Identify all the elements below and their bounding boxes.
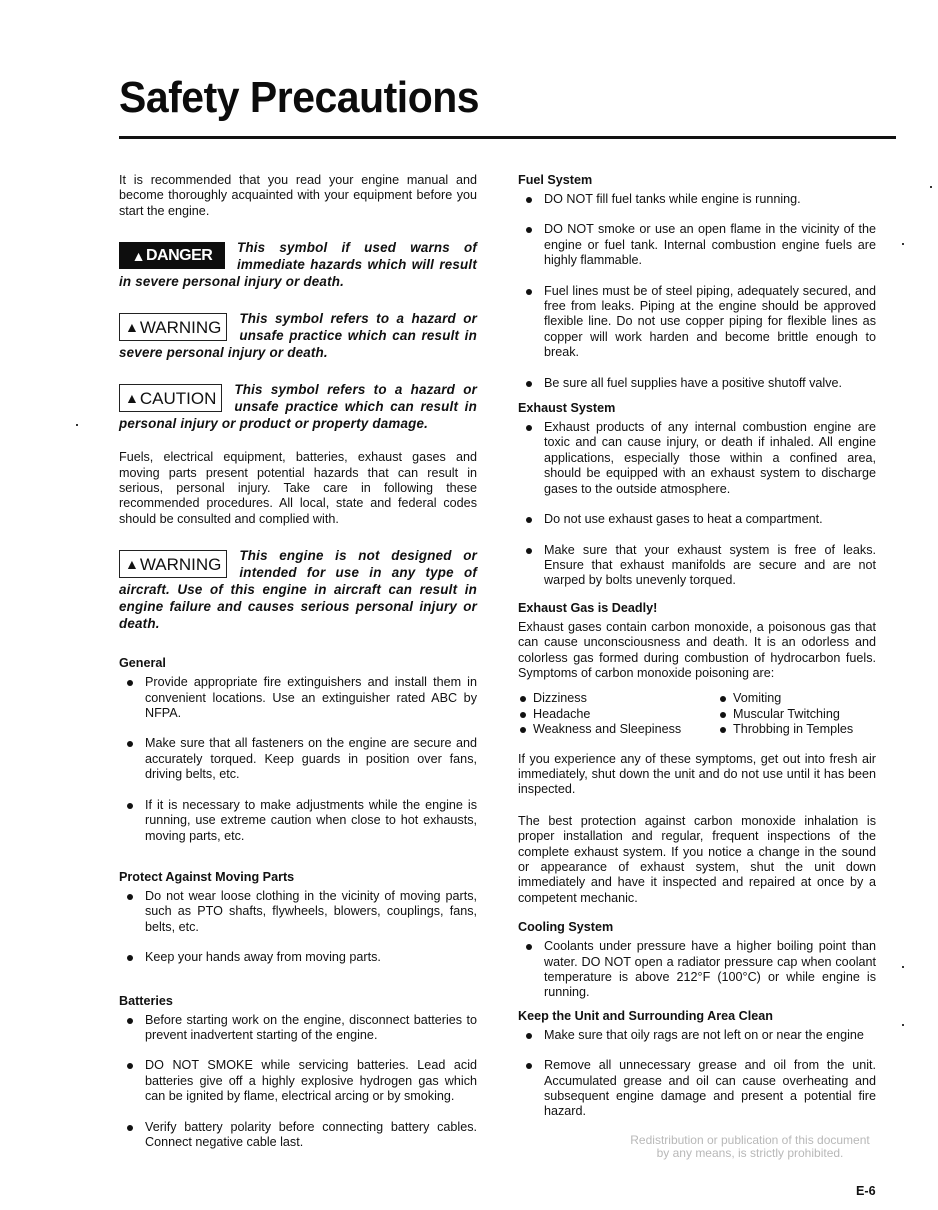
bullet-icon (127, 803, 133, 809)
symptom-text: Muscular Twitching (733, 706, 840, 721)
intro-paragraph: It is recommended that you read your engine manual and become thoroughly acquainted with your equipment before you start the engine. (119, 173, 477, 218)
list-item-text: Make sure that oily rags are not left on or near the engine (544, 1027, 864, 1042)
warning-label (119, 313, 227, 341)
bullet-icon (127, 1125, 133, 1131)
warning-notice (119, 310, 477, 361)
bullet-icon (526, 548, 532, 554)
bullet-icon (127, 741, 133, 747)
bullet-icon (127, 894, 133, 900)
general-list (119, 675, 477, 844)
left-column (119, 173, 477, 1150)
list-item-text: DO NOT SMOKE while servicing batteries. Lead acid batteries give off a highly explosive hydrogen gas which can be ignited by flame, electrical arcing or by smoking. (145, 1058, 477, 1104)
exhaust-system-list (518, 420, 876, 589)
title-rule (119, 136, 896, 139)
symptom-item (718, 707, 876, 722)
warning-triangle-icon: ▲ (131, 247, 145, 264)
list-item-text: If it is necessary to make adjustments while the engine is running, use extreme caution when close to hot exhausts, moving parts, etc. (145, 797, 477, 843)
aircraft-warning-label-text: WARNING (139, 554, 222, 574)
section-heading-general: General (119, 656, 166, 671)
watermark-line: Redistribution or publication of this document (630, 1133, 870, 1147)
section-heading-exhaust-gas: Exhaust Gas is Deadly! (518, 600, 658, 615)
bullet-icon (720, 696, 726, 702)
list-item-text: Exhaust products of any internal combustion engine are toxic and can cause injury, or death if inhaled. All engine applications, especially those within a confined area, should be equipped with an exhaust system to discharge gases to the outside atmosphere. (544, 420, 876, 496)
bullet-icon (526, 425, 532, 431)
list-item (518, 420, 876, 497)
list-item (119, 1058, 477, 1104)
warning-notice-text: This symbol refers to a hazard or unsafe practice which can result in severe personal injury or death. (119, 311, 477, 361)
list-item-text: Before starting work on the engine, disconnect batteries to prevent inadvertent starting of the engine. (145, 1012, 477, 1042)
list-item (119, 1013, 477, 1044)
list-item (119, 798, 477, 844)
symptom-item (518, 707, 718, 722)
list-item-text: DO NOT smoke or use an open flame in the vicinity of the engine or fuel tank. Internal combustion engine fuels are highly flammable. (544, 222, 876, 268)
watermark-line: by any means, is strictly prohibited. (656, 1146, 844, 1160)
aircraft-warning-text: This engine is not designed or intended for use in any type of aircraft. Use of this engine in aircraft can result in engine failure and causes serious personal injury or death. (119, 548, 477, 632)
symptom-text: Dizziness (533, 691, 587, 706)
aircraft-warning-label (119, 550, 227, 578)
caution-label-text: CAUTION (139, 388, 217, 408)
scan-speck (902, 966, 904, 968)
aircraft-warning-notice (119, 547, 477, 632)
list-item-text: Do not wear loose clothing in the vicinity of moving parts, such as PTO shafts, flywheels, blowers, couplings, fans, belts, etc. (145, 888, 477, 934)
bullet-icon (526, 381, 532, 387)
scan-speck (902, 1024, 904, 1026)
bullet-icon (526, 289, 532, 295)
list-item (119, 736, 477, 782)
bullet-icon (526, 197, 532, 203)
list-item (518, 376, 876, 391)
list-item (518, 1028, 876, 1043)
caution-notice (119, 381, 477, 432)
list-item (119, 675, 477, 721)
list-item-text: Fuel lines must be of steel piping, adequately secured, and free from leaks. Piping at the engine should be approved flexible line. Do not use copper piping for flexible lines as copper will work harden and become brittle enough to break. (544, 283, 876, 360)
fuel-system-list (518, 192, 876, 391)
bullet-icon (526, 1033, 532, 1039)
bullet-icon (127, 955, 133, 961)
warning-label-text: WARNING (139, 317, 222, 337)
page-number: E-6 (856, 1184, 876, 1198)
symptoms-advice: If you experience any of these symptoms, get out into fresh air immediately, shut down the unit and do not use until it has been inspected. (518, 751, 876, 797)
list-item (518, 1058, 876, 1120)
section-heading-fuel-system: Fuel System (518, 173, 593, 187)
moving-parts-list (119, 889, 477, 966)
list-item-text: Be sure all fuel supplies have a positive shutoff valve. (544, 375, 842, 390)
list-item (119, 1120, 477, 1151)
caution-label (119, 384, 222, 412)
exhaust-gas-intro: Exhaust gases contain carbon monoxide, a poisonous gas that can cause unconsciousness and death. It is an odorless and colorless gas formed during combustion of hydrocarbon fuels. Symptoms of carbon monoxide poisoning are: (518, 619, 876, 680)
bullet-icon (526, 1063, 532, 1069)
list-item-text: Verify battery polarity before connecting battery cables. Connect negative cable last. (145, 1119, 477, 1149)
scan-speck (902, 243, 904, 245)
list-item-text: Keep your hands away from moving parts. (145, 950, 381, 965)
batteries-list (119, 1013, 477, 1151)
page-title: Safety Precautions (119, 73, 480, 122)
scan-speck (76, 424, 78, 426)
section-heading-moving-parts: Protect Against Moving Parts (119, 869, 295, 884)
hazards-paragraph: Fuels, electrical equipment, batteries, exhaust gases and moving parts present potential hazards that can result in serious, personal injury. Take care in following these recommended procedures. All local, state and federal codes should be consulted and complied with. (119, 450, 477, 526)
list-item (518, 939, 876, 1001)
list-item (518, 543, 876, 589)
section-heading-exhaust-system: Exhaust System (518, 401, 616, 416)
danger-notice-text: This symbol if used warns of immediate hazards which will result in severe personal injury or death. (119, 240, 477, 290)
section-heading-batteries: Batteries (119, 993, 173, 1008)
symptom-item (718, 722, 876, 737)
symptoms-list (518, 691, 876, 737)
bullet-icon (720, 712, 726, 718)
scan-speck (930, 186, 932, 188)
section-heading-cooling-system: Cooling System (518, 920, 614, 935)
list-item (119, 950, 477, 965)
bullet-icon (720, 727, 726, 733)
list-item-text: Make sure that all fasteners on the engine are secure and accurately torqued. Keep guards in position over fans, driving belts, etc. (145, 736, 477, 782)
list-item (518, 512, 876, 527)
bullet-icon (520, 727, 526, 733)
list-item-text: Remove all unnecessary grease and oil from the unit. Accumulated grease and oil can cause overheating and subsequent engine damage and present a potential fire hazard. (544, 1058, 876, 1119)
list-item-text: Do not use exhaust gases to heat a compartment. (544, 512, 823, 527)
list-item (518, 284, 876, 361)
caution-notice-text: This symbol refers to a hazard or unsafe practice which can result in personal injury or product or property damage. (119, 382, 477, 432)
bullet-icon (526, 944, 532, 950)
right-column (518, 173, 876, 1120)
list-item-text: DO NOT fill fuel tanks while engine is running. (544, 192, 801, 206)
bullet-icon (520, 696, 526, 702)
warning-triangle-icon: ▲ (125, 319, 139, 336)
warning-triangle-icon: ▲ (125, 556, 139, 573)
danger-label-text: DANGER (146, 246, 213, 264)
symptom-text: Vomiting (733, 691, 782, 706)
bullet-icon (127, 1018, 133, 1024)
bullet-icon (127, 1063, 133, 1069)
keep-clean-list (518, 1028, 876, 1120)
danger-notice (119, 239, 477, 290)
symptom-text: Throbbing in Temples (733, 722, 854, 737)
bullet-icon (526, 227, 532, 233)
list-item-text: Make sure that your exhaust system is free of leaks. Ensure that exhaust manifolds are secure and are not warped by bolts unevenly torqued. (544, 542, 876, 588)
symptom-text: Weakness and Sleepiness (533, 722, 682, 737)
list-item (119, 889, 477, 935)
section-heading-keep-clean: Keep the Unit and Surrounding Area Clean (518, 1008, 773, 1023)
list-item-text: Provide appropriate fire extinguishers and install them in convenient locations. Use an extinguisher rated ABC by NFPA. (145, 675, 477, 721)
list-item (518, 222, 876, 268)
symptom-text: Headache (533, 706, 591, 721)
warning-triangle-icon: ▲ (125, 390, 139, 407)
bullet-icon (520, 712, 526, 718)
list-item-text: Coolants under pressure have a higher boiling point than water. DO NOT open a radiator pressure cap when coolant temperature is above 212°F (100°C) or while engine is running. (544, 939, 876, 1000)
list-item (518, 192, 876, 207)
bullet-icon (526, 517, 532, 523)
danger-label (119, 242, 225, 269)
symptom-item (518, 691, 718, 706)
watermark (610, 1134, 890, 1160)
cooling-system-list (518, 939, 876, 1001)
symptom-item (718, 691, 876, 706)
symptom-item (518, 722, 718, 737)
bullet-icon (127, 680, 133, 686)
protection-paragraph: The best protection against carbon monoxide inhalation is proper installation and regular, frequent inspections of the complete exhaust system. If you notice a change in the sound or appearance of exhaust system, shut the unit down immediately and have it inspected and repaired at once by a competent mechanic. (518, 813, 876, 905)
